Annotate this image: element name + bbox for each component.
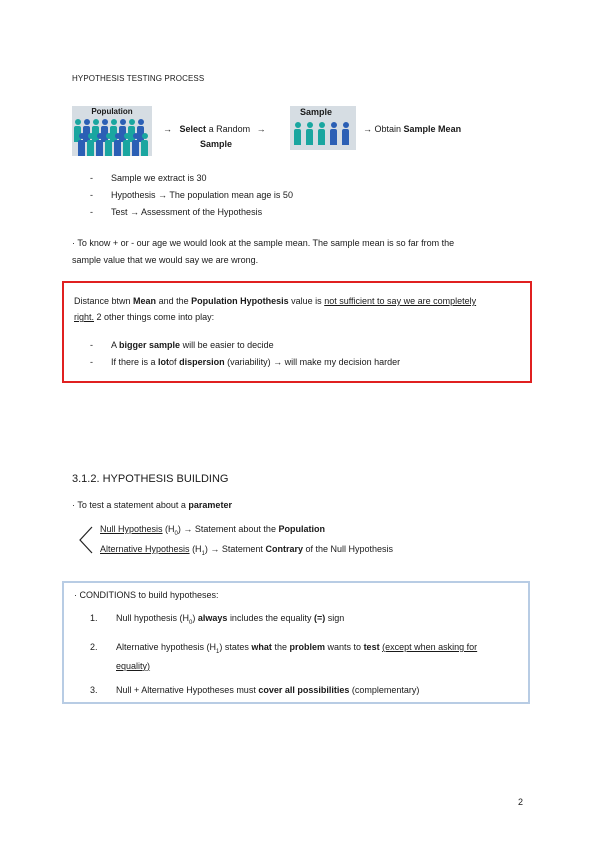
people-group-icon	[72, 119, 152, 156]
list-item: - Test → Assessment of the Hypothesis	[90, 204, 293, 221]
list-item: - A bigger sample will be easier to decide	[90, 337, 400, 354]
bracket-icon	[78, 526, 94, 554]
distance-callout-box	[62, 281, 532, 383]
list-item: 3. Null + Alternative Hypotheses must cover all possibilities (complementary)	[90, 684, 420, 695]
conditions-list	[90, 611, 522, 707]
process-heading: HYPOTHESIS TESTING PROCESS	[72, 74, 205, 83]
list-item: - Sample we extract is 30	[90, 170, 293, 187]
sample-image	[290, 106, 356, 150]
distance-statement: Distance btwn Mean and the Population Hypothesis value is not sufficient to say we are completely right. 2 other things come into play:	[74, 296, 477, 322]
process-bullet-list	[90, 170, 293, 221]
list-item: - If there is a lotof dispersion (variability) → will make my decision harder	[90, 354, 400, 371]
list-item: - Hypothesis → The population mean age is 50	[90, 187, 293, 204]
sample-mean-paragraph: · To know + or - our age we would look at the sample mean. The sample mean is so far from the sample value that we would say we are wrong.	[72, 238, 455, 265]
sample-label: Sample	[299, 107, 332, 117]
null-hypothesis-line: Null Hypothesis $(H_0)$ → Statement about the Population	[100, 524, 325, 537]
population-image	[72, 106, 152, 156]
factors-list	[90, 337, 400, 371]
conditions-title: · CONDITIONS to build hypotheses:	[74, 590, 219, 600]
list-item: 2. Alternative hypothesis $(H_1)$ states what the problem wants to test (except when asking for equality)	[90, 641, 478, 671]
people-sample-icon	[290, 120, 356, 148]
alternative-hypothesis-line: Alternative Hypothesis $(H_1)$ → Statement Contrary of the Null Hypothesis	[100, 544, 394, 557]
section-heading: 3.1.2. HYPOTHESIS BUILDING	[72, 473, 229, 485]
population-label: Population	[91, 107, 133, 116]
conditions-box	[62, 581, 530, 704]
arrow-icon: →	[163, 124, 172, 134]
sample-word: Sample	[200, 139, 233, 149]
obtain-sample-mean-text: → Obtain Sample Mean	[363, 124, 462, 134]
list-item: 1. Null hypothesis $(H_0)$ always includes the equality (=) sign	[90, 613, 345, 626]
page-number: 2	[518, 797, 524, 807]
building-intro: · To test a statement about a parameter	[72, 500, 232, 510]
arrow-icon: →	[256, 124, 266, 134]
select-sample-text: → Select a Random →	[163, 124, 266, 134]
